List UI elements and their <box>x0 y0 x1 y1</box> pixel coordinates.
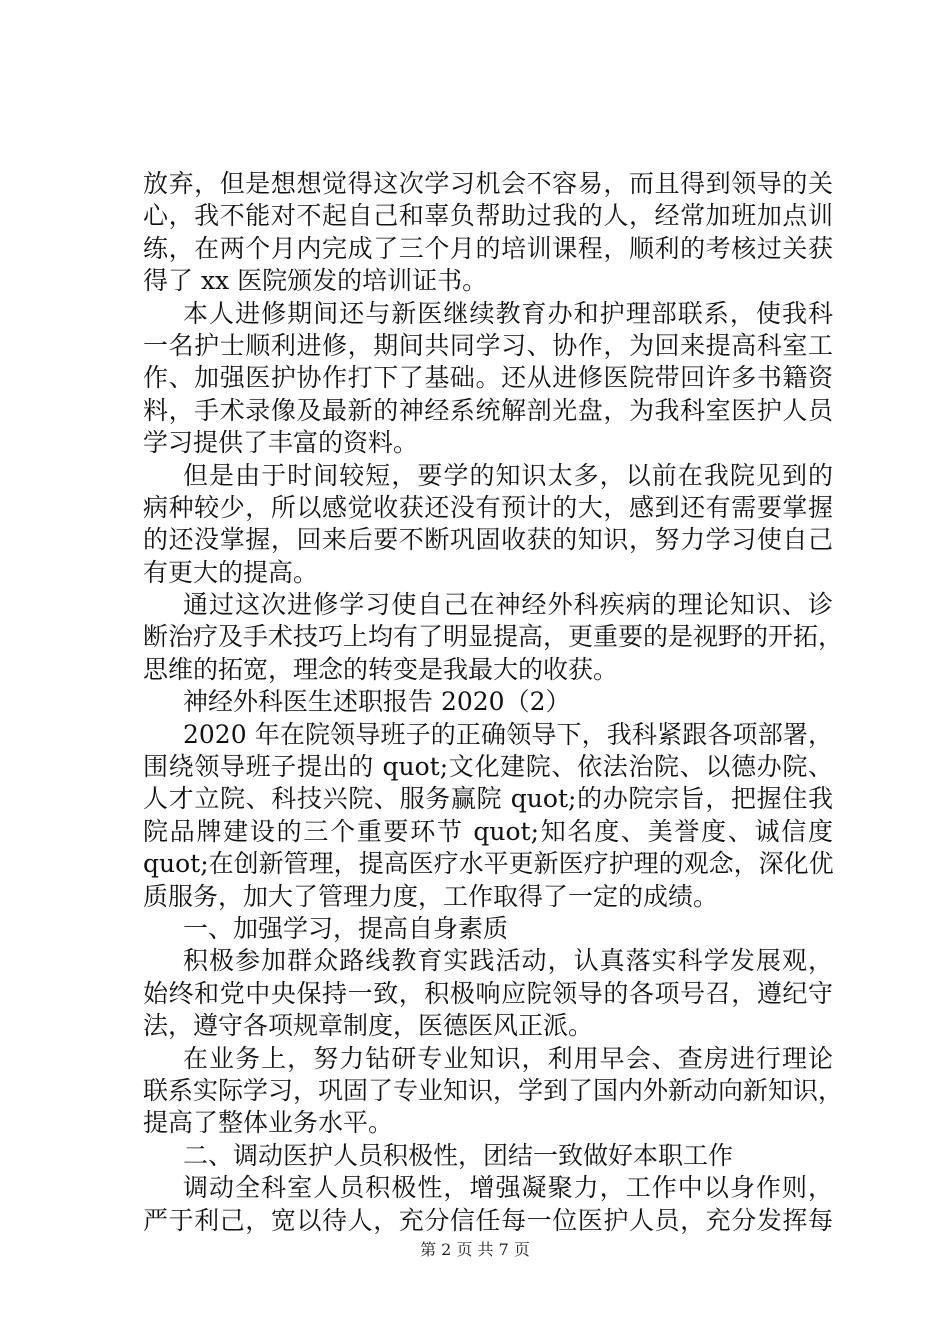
text-line: 学习提供了丰富的资料。 <box>143 428 419 458</box>
section-heading: 一、加强学习，提高自身素质 <box>183 913 509 943</box>
text-line: 断治疗及手术技巧上均有了明显提高，更重要的是视野的开拓， <box>143 622 844 652</box>
text-line: 围绕领导班子提出的 quot;文化建院、依法治院、以德办院、 <box>143 752 833 782</box>
text-line: 放弃，但是想想觉得这次学习机会不容易，而且得到领导的关 <box>143 169 833 198</box>
text-line: 联系实际学习，巩固了专业知识，学到了国内外新动向新知识， <box>143 1075 844 1105</box>
text-line: 思维的拓宽，理念的转变是我最大的收获。 <box>143 654 619 684</box>
document-body <box>143 168 844 1237</box>
text-line: 通过这次进修学习使自己在神经外科疾病的理论知识、诊 <box>183 590 833 620</box>
text-line: 练，在两个月内完成了三个月的培训课程，顺利的考核过关获 <box>143 233 833 263</box>
page-number: 第 2 页 共 7 页 <box>420 1240 530 1259</box>
text-line: quot;在创新管理，提高医疗水平更新医疗护理的观念，深化优 <box>143 849 834 879</box>
text-line: 的还没掌握，回来后要不断巩固收获的知识，努力学习使自己 <box>143 525 833 555</box>
page-footer <box>0 1240 950 1260</box>
text-line: 但是由于时间较短，要学的知识太多，以前在我院见到的 <box>183 460 833 490</box>
text-line: 料，手术录像及最新的神经系统解剖光盘，为我科室医护人员 <box>143 395 833 425</box>
text-line: 法，遵守各项规章制度，医德医风正派。 <box>143 1011 594 1041</box>
section-heading: 神经外科医生述职报告 2020（2） <box>183 687 571 717</box>
text-line: 得了 xx 医院颁发的培训证书。 <box>143 266 488 296</box>
text-line: 始终和党中央保持一致，积极响应院领导的各项号召，遵纪守 <box>143 978 833 1008</box>
text-line: 严于利己，宽以待人，充分信任每一位医护人员，充分发挥每 <box>143 1205 833 1235</box>
text-line: 有更大的提高。 <box>143 557 319 587</box>
text-line: 调动全科室人员积极性，增强凝聚力，工作中以身作则， <box>183 1173 833 1203</box>
text-line: 提高了整体业务水平。 <box>143 1108 394 1138</box>
text-line: 病种较少，所以感觉收获还没有预计的大，感到还有需要掌握 <box>143 492 833 522</box>
text-line: 人才立院、科技兴院、服务赢院 quot;的办院宗旨，把握住我 <box>143 784 833 814</box>
text-line: 质服务，加大了管理力度，工作取得了一定的成绩。 <box>143 881 719 911</box>
text-line: 心，我不能对不起自己和辜负帮助过我的人，经常加班加点训 <box>143 201 833 231</box>
text-line: 院品牌建设的三个重要环节 quot;知名度、美誉度、诚信度 <box>143 816 833 846</box>
text-line: 作、加强医护协作打下了基础。还从进修医院带回许多书籍资 <box>143 363 833 393</box>
text-line: 一名护士顺利进修，期间共同学习、协作，为回来提高科室工 <box>143 330 833 360</box>
text-line: 本人进修期间还与新医继续教育办和护理部联系，使我科 <box>183 298 833 328</box>
text-line: 在业务上，努力钻研专业知识，利用早会、查房进行理论 <box>183 1043 833 1073</box>
text-line: 2020 年在院领导班子的正确领导下，我科紧跟各项部署， <box>183 719 833 749</box>
text-line: 积极参加群众路线教育实践活动，认真落实科学发展观， <box>183 946 833 976</box>
section-heading: 二、调动医护人员积极性，团结一致做好本职工作 <box>183 1140 734 1170</box>
